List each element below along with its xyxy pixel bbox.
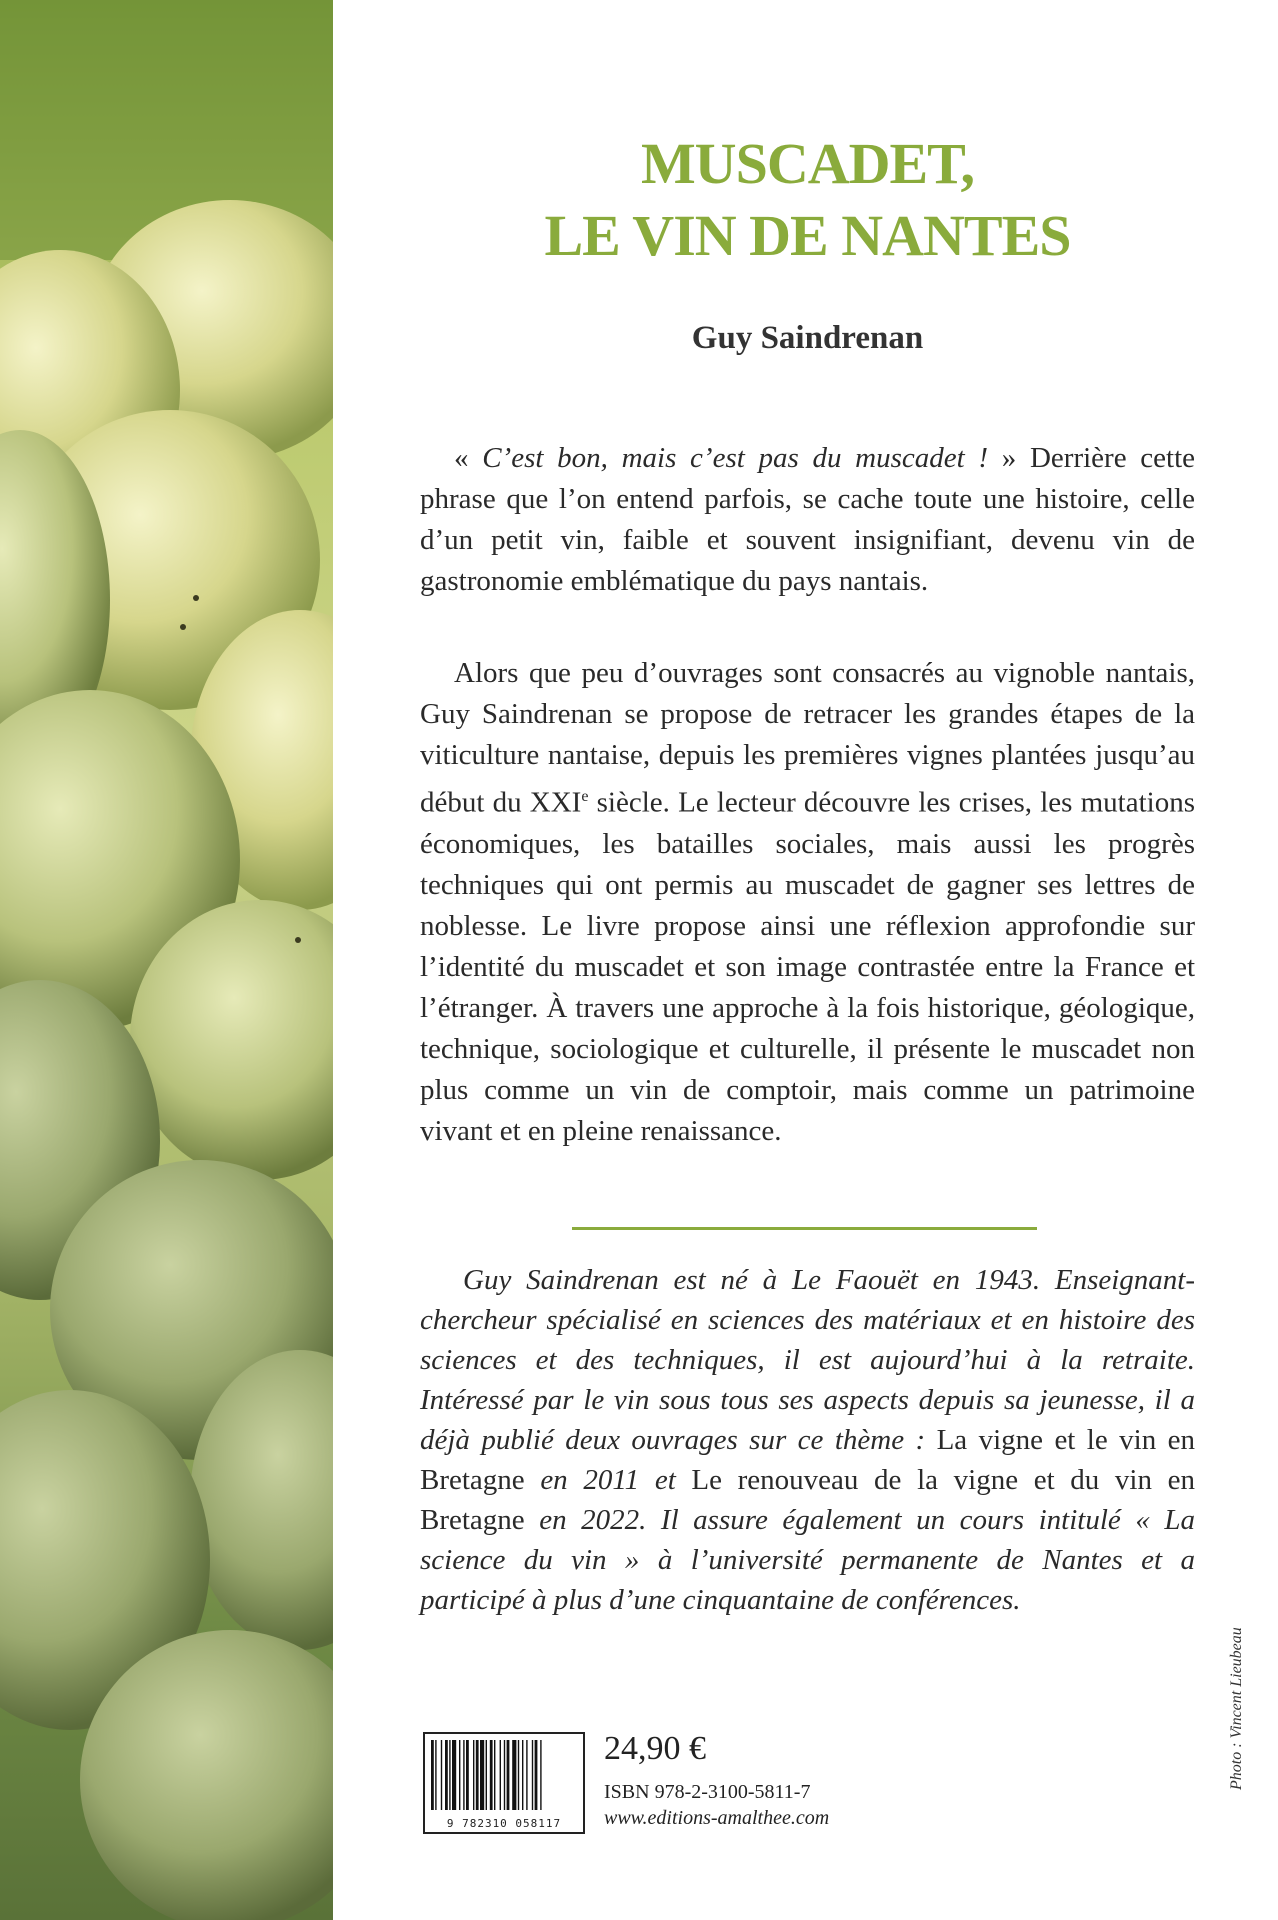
bio-book-title-1: La vigne et le vin en Bretagne [420, 1424, 1195, 1496]
author-name: Guy Saindrenan [691, 320, 924, 356]
barcode-bar [449, 1740, 450, 1810]
barcode-bar [532, 1740, 533, 1810]
barcode-bar [445, 1740, 448, 1810]
book-title [420, 128, 1195, 272]
barcode-bar [452, 1740, 456, 1810]
barcode-bar [486, 1740, 487, 1810]
author-bio [420, 1260, 1195, 1620]
barcode-bar [473, 1740, 474, 1810]
barcode-bar [512, 1740, 516, 1810]
barcode-bar [535, 1740, 538, 1810]
barcode-bar [522, 1740, 523, 1810]
barcode-bar [526, 1740, 527, 1810]
barcode-bar [480, 1740, 484, 1810]
blurb-p1-rest: » Derrière cette phrase que l’on entend parfois, se cache toute une histoire, celle d’un petit vin, faible et souvent insignifiant, devenu vin de gastronomie emblématique du pays nantais. [420, 442, 1195, 597]
barcode-bar [431, 1740, 434, 1810]
barcode-bar [500, 1740, 501, 1810]
barcode-bar [435, 1740, 436, 1810]
barcode-bars [431, 1740, 579, 1810]
price: 24,90 € [604, 1730, 706, 1767]
bio-book-title-2: Le renouveau de la vigne et du vin en Bretagne [420, 1464, 1195, 1536]
barcode-bar [459, 1740, 460, 1810]
blurb-paragraph-1 [420, 438, 1195, 602]
bio-text-3: en 2022. Il assure également un cours intitulé « La science du vin » à l’université permanente de Nantes et a participé à plus d’une cinquantaine de conférences. [420, 1504, 1195, 1616]
bio-text-1: Guy Saindrenan est né à Le Faouët en 1943. Enseignant-chercheur spécialisé en sciences des matériaux et en histoire des sciences et des techniques, il est aujourd’hui à la retraite. Intéressé par le vin sous tous ses aspects depuis sa jeunesse, il a déjà publié deux ouvrages sur ce thème : [420, 1264, 1195, 1456]
publisher-website: www.editions-amalthee.com [604, 1807, 830, 1829]
photo-credit-text: Photo : Vincent Lieubeau [1228, 1627, 1245, 1790]
quote-text: C’est bon, mais c’est pas du muscadet ! [482, 442, 989, 474]
title-line-2: LE VIN DE NANTES [544, 203, 1071, 268]
barcode-bar [466, 1740, 469, 1810]
barcode-bar [476, 1740, 479, 1810]
barcode-number: 9 782310 058117 [446, 1817, 562, 1830]
barcode-bar [490, 1740, 493, 1810]
title-line-1: MUSCADET, [640, 131, 975, 196]
barcode-bar [463, 1740, 464, 1810]
grape-illustration [0, 0, 333, 1920]
bio-text-2: en 2011 et [524, 1464, 692, 1496]
blurb-p2-part2: siècle. Le lecteur découvre les crises, les mutations économiques, les batailles sociales, mais aussi les progrès techniques qui ont permis au muscadet de gagner ses lettres de noblesse. Le livre propose ainsi une réflexion approfondie sur l’identité du muscadet et son image contrastée entre la France et l’étranger. À travers une approche à la fois historique, géologique, technique, sociologique et culturelle, il présente le muscadet non plus comme un vin de comptoir, mais comme un patrimoine vivant et en pleine renaissance. [420, 786, 1195, 1147]
barcode-bar [518, 1740, 519, 1810]
blurb-p2-part1: Alors que peu d’ouvrages sont consacrés au vignoble nantais, Guy Saindrenan se propose de retracer les grandes étapes de la viticulture nantaise, depuis les premières vignes plantées jusqu’au début du XXI [420, 657, 1195, 819]
barcode [423, 1732, 585, 1834]
isbn: ISBN 978-2-3100-5811-7 [604, 1781, 811, 1803]
barcode-bar [494, 1740, 495, 1810]
barcode-bar [540, 1740, 541, 1810]
section-divider [572, 1227, 1037, 1230]
barcode-bar [441, 1740, 442, 1810]
barcode-bar [507, 1740, 510, 1810]
century-superscript: e [581, 788, 589, 805]
grape-photo [0, 0, 333, 1920]
blurb-paragraph-2 [420, 653, 1195, 1152]
quote-open: « [454, 442, 483, 474]
barcode-bar [504, 1740, 505, 1810]
